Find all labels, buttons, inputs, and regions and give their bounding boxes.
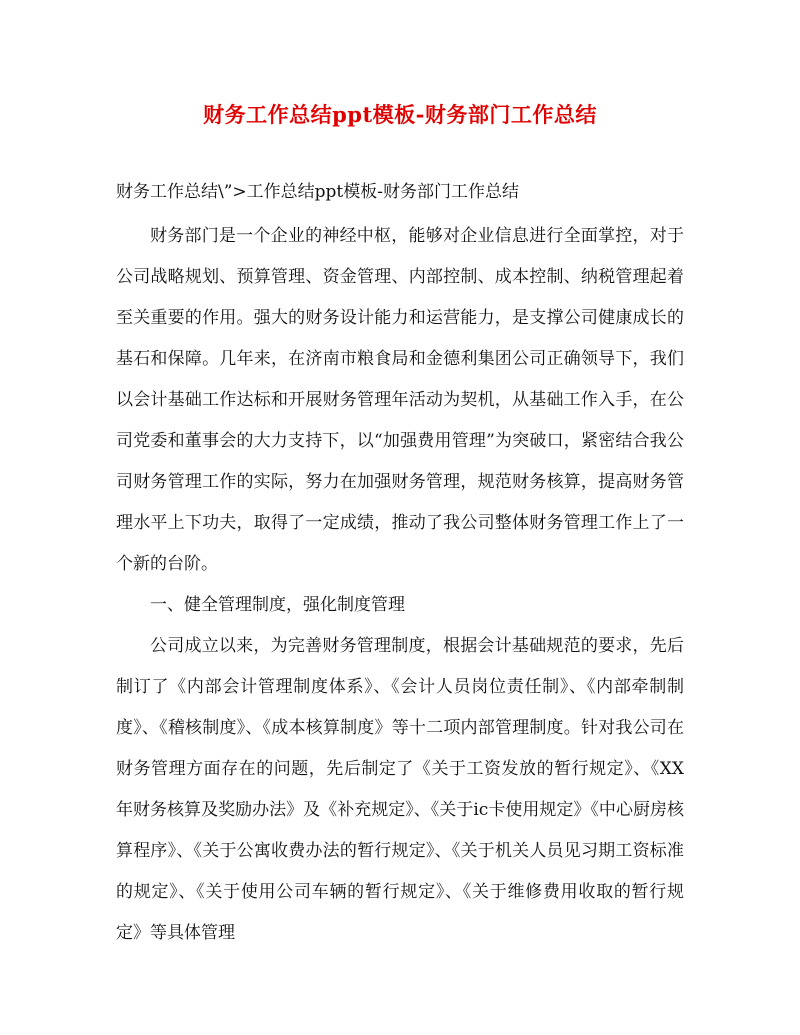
section-paragraph: 公司成立以来，为完善财务管理制度，根据会计基础规范的要求，先后制订了《内部会计管理制度体系》、《会计人员岗位责任制》、《内部牵制制度》、《稽核制度》、《成本核算制度》等十二项内部管理制度。针对我公司在财务管理方面存在的问题，先后制定了《关于工资发放的暂行规定》、《XX年财务核算及奖励办法》及《补充规定》、《关于ic卡使用规定》《中心厨房核算程序》、《关于公寓收费办法的暂行规定》、《关于机关人员见习期工资标准的规定》、《关于使用公司车辆的暂行规定》、《关于维修费用收取的暂行规定》等具体管理 — [116, 636, 684, 943]
document-subtitle: 财务工作总结\”>工作总结ppt模板-财务部门工作总结 — [116, 182, 520, 202]
section-heading: 一、健全管理制度，强化制度管理 — [150, 595, 405, 615]
document-title: 财务工作总结ppt模板-财务部门工作总结 — [203, 102, 597, 127]
intro-paragraph: 财务部门是一个企业的神经中枢，能够对企业信息进行全面掌控，对于公司战略规划、预算管理、资金管理、内部控制、成本控制、纳税管理起着至关重要的作用。强大的财务设计能力和运营能力，是支撑公司健康成长的基石和保障。几年来，在济南市粮食局和金德利集团公司正确领导下，我们以会计基础工作达标和开展财务管理年活动为契机，从基础工作入手，在公司党委和董事会的大力支持下，以“加强费用管理”为突破口，紧密结合我公司财务管理工作的实际，努力在加强财务管理，规范财务核算，提高财务管理水平上下功夫，取得了一定成绩，推动了我公司整体财务管理工作上了一个新的台阶。 — [116, 226, 684, 574]
